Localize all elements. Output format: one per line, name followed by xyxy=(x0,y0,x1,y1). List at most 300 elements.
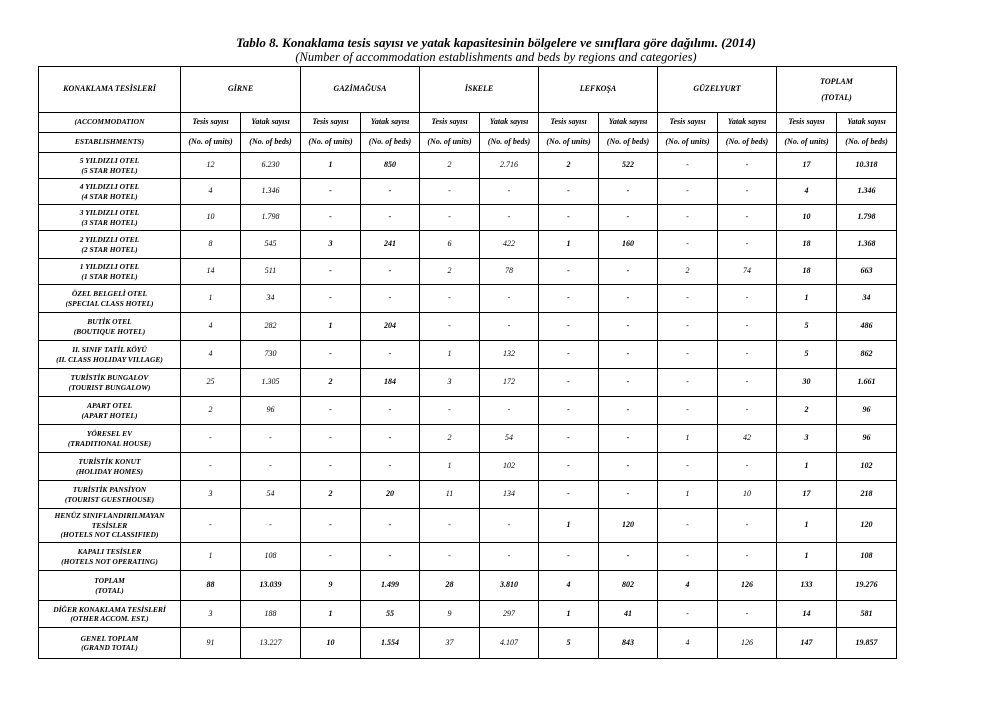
cell-units: - xyxy=(420,543,480,571)
cell-beds: - xyxy=(599,285,658,313)
cell-units: - xyxy=(301,509,361,543)
row-label xyxy=(39,509,181,543)
cell-beds: 108 xyxy=(837,543,897,571)
cell-units: - xyxy=(658,601,718,628)
cell-units: - xyxy=(301,453,361,481)
row-label-tr: 3 YILDIZLI OTEL xyxy=(79,208,140,218)
header-main-label-en: (ACCOMMODATION xyxy=(39,113,181,133)
cell-beds: - xyxy=(361,205,420,231)
cell-beds: 4.107 xyxy=(480,628,539,659)
cell-beds: 126 xyxy=(718,628,777,659)
cell-beds: - xyxy=(718,179,777,205)
cell-units: 18 xyxy=(777,259,837,285)
table-row xyxy=(39,179,897,205)
table-row xyxy=(39,231,897,259)
cell-units: 2 xyxy=(181,397,241,425)
cell-beds: - xyxy=(599,179,658,205)
cell-beds: - xyxy=(361,285,420,313)
header-toplam-label: TOPLAM xyxy=(820,77,853,87)
cell-beds: - xyxy=(241,425,301,453)
cell-units: 91 xyxy=(181,628,241,659)
row-label-en: (SPECIAL CLASS HOTEL) xyxy=(65,298,154,308)
cell-beds: 1.661 xyxy=(837,369,897,397)
cell-beds: - xyxy=(718,397,777,425)
row-label-tr: TURİSTİK KONUT xyxy=(78,457,141,467)
cell-beds: - xyxy=(480,179,539,205)
row-label-en: (4 STAR HOTEL) xyxy=(81,191,138,201)
cell-beds: - xyxy=(361,259,420,285)
cell-beds: 19.857 xyxy=(837,628,897,659)
cell-units: - xyxy=(539,259,599,285)
cell-units: - xyxy=(539,313,599,341)
cell-units: - xyxy=(301,425,361,453)
cell-beds: 34 xyxy=(241,285,301,313)
cell-beds: - xyxy=(361,453,420,481)
table-subtitle: (Number of accommodation establishments and beds by regions and categories) xyxy=(295,50,697,64)
header-main-label: KONAKLAMA TESİSLERİ xyxy=(39,67,181,113)
col-beds-en: (No. of beds) xyxy=(361,133,420,153)
cell-units: 3 xyxy=(420,369,480,397)
cell-beds: 19.276 xyxy=(837,571,897,601)
cell-units: - xyxy=(658,509,718,543)
cell-units: 88 xyxy=(181,571,241,601)
cell-beds: 663 xyxy=(837,259,897,285)
cell-units: 3 xyxy=(777,425,837,453)
table-row xyxy=(39,509,897,543)
col-beds-label: Yatak sayısı xyxy=(837,113,897,133)
cell-units: 10 xyxy=(301,628,361,659)
cell-beds: - xyxy=(599,369,658,397)
cell-units: 10 xyxy=(181,205,241,231)
cell-units: - xyxy=(301,397,361,425)
row-label-en: (TOTAL) xyxy=(95,585,124,595)
cell-units: - xyxy=(539,205,599,231)
cell-units: 1 xyxy=(777,285,837,313)
cell-units: - xyxy=(420,509,480,543)
grand-total-row xyxy=(39,628,897,659)
cell-beds: - xyxy=(480,285,539,313)
row-label-en: (HOLIDAY HOMES) xyxy=(75,466,144,476)
cell-units: 11 xyxy=(420,481,480,509)
row-label xyxy=(39,571,181,601)
table-row xyxy=(39,205,897,231)
cell-units: 5 xyxy=(539,628,599,659)
cell-units: - xyxy=(658,285,718,313)
cell-units: - xyxy=(301,543,361,571)
row-label-en: (II. CLASS HOLIDAY VILLAGE) xyxy=(56,354,163,364)
cell-beds: - xyxy=(480,205,539,231)
cell-beds: 20 xyxy=(361,481,420,509)
col-units-en: (No. of units) xyxy=(301,133,361,153)
row-label xyxy=(39,628,181,659)
cell-units: 3 xyxy=(181,481,241,509)
cell-units: 3 xyxy=(301,231,361,259)
cell-units: 37 xyxy=(420,628,480,659)
cell-units: 1 xyxy=(301,601,361,628)
cell-beds: 282 xyxy=(241,313,301,341)
row-label xyxy=(39,313,181,341)
cell-units: - xyxy=(420,285,480,313)
row-label-tr: 1 YILDIZLI OTEL xyxy=(79,262,140,272)
cell-beds: 96 xyxy=(837,397,897,425)
cell-beds: 54 xyxy=(241,481,301,509)
cell-beds: 2.716 xyxy=(480,153,539,179)
cell-units: 1 xyxy=(539,509,599,543)
cell-beds: 134 xyxy=(480,481,539,509)
cell-units: 133 xyxy=(777,571,837,601)
cell-beds: - xyxy=(718,231,777,259)
accommodation-table xyxy=(38,66,897,659)
cell-units: 1 xyxy=(658,425,718,453)
header-main-label-en2: ESTABLISHMENTS) xyxy=(39,133,181,153)
cell-beds: - xyxy=(718,509,777,543)
header-region-row xyxy=(39,67,897,113)
header-region-lefkosa: LEFKOŞA xyxy=(539,67,658,113)
cell-units: 8 xyxy=(181,231,241,259)
cell-beds: - xyxy=(480,543,539,571)
cell-units: 28 xyxy=(420,571,480,601)
row-label xyxy=(39,205,181,231)
cell-units: - xyxy=(181,453,241,481)
cell-units: 4 xyxy=(181,341,241,369)
cell-beds: 42 xyxy=(718,425,777,453)
cell-units: - xyxy=(181,425,241,453)
col-units-label: Tesis sayısı xyxy=(658,113,718,133)
cell-units: 1 xyxy=(301,313,361,341)
row-label-tr: II. SINIF TATİL KÖYÜ xyxy=(72,345,147,355)
cell-beds: - xyxy=(718,601,777,628)
cell-beds: 1.368 xyxy=(837,231,897,259)
cell-units: 2 xyxy=(420,259,480,285)
cell-beds: 1.346 xyxy=(837,179,897,205)
cell-beds: - xyxy=(718,543,777,571)
cell-beds: 204 xyxy=(361,313,420,341)
col-units-en: (No. of units) xyxy=(777,133,837,153)
cell-units: - xyxy=(539,425,599,453)
row-label-en: (TOURIST BUNGALOW) xyxy=(68,382,151,392)
col-beds-label: Yatak sayısı xyxy=(480,113,539,133)
table-row xyxy=(39,153,897,179)
cell-units: - xyxy=(420,179,480,205)
col-beds-label: Yatak sayısı xyxy=(361,113,420,133)
cell-units: 9 xyxy=(420,601,480,628)
cell-beds: - xyxy=(599,543,658,571)
row-label xyxy=(39,341,181,369)
cell-beds: 10.318 xyxy=(837,153,897,179)
header-region-toplam xyxy=(777,67,897,113)
table-row xyxy=(39,397,897,425)
cell-units: 1 xyxy=(658,481,718,509)
cell-beds: - xyxy=(718,453,777,481)
cell-units: - xyxy=(301,179,361,205)
cell-beds: 78 xyxy=(480,259,539,285)
cell-units: 1 xyxy=(777,509,837,543)
cell-beds: 96 xyxy=(837,425,897,453)
header-region-iskele: İSKELE xyxy=(420,67,539,113)
cell-units: 4 xyxy=(658,571,718,601)
row-label xyxy=(39,285,181,313)
row-label-en: (5 STAR HOTEL) xyxy=(81,165,138,175)
cell-units: - xyxy=(420,313,480,341)
cell-beds: 6.230 xyxy=(241,153,301,179)
cell-units: 25 xyxy=(181,369,241,397)
cell-units: 5 xyxy=(777,313,837,341)
cell-units: - xyxy=(539,179,599,205)
cell-units: 2 xyxy=(420,425,480,453)
cell-units: 1 xyxy=(420,453,480,481)
cell-beds: - xyxy=(361,543,420,571)
cell-beds: 1.798 xyxy=(241,205,301,231)
cell-units: - xyxy=(539,543,599,571)
cell-units: 17 xyxy=(777,153,837,179)
cell-beds: - xyxy=(599,397,658,425)
row-label-en: (OTHER ACCOM. EST.) xyxy=(70,614,149,623)
cell-units: 14 xyxy=(777,601,837,628)
cell-beds: 850 xyxy=(361,153,420,179)
cell-beds: 96 xyxy=(241,397,301,425)
table-row xyxy=(39,453,897,481)
cell-beds: 862 xyxy=(837,341,897,369)
cell-units: - xyxy=(539,341,599,369)
table-title: Tablo 8. Konaklama tesis sayısı ve yatak kapasitesinin bölgelere ve sınıflara göre dağılımı. (2014) xyxy=(236,35,756,50)
cell-beds: - xyxy=(599,453,658,481)
cell-units: 2 xyxy=(539,153,599,179)
header-region-girne: GİRNE xyxy=(181,67,301,113)
cell-units: - xyxy=(658,153,718,179)
cell-beds: 1.346 xyxy=(241,179,301,205)
row-label-en: (BOUTIQUE HOTEL) xyxy=(73,326,146,336)
cell-units: - xyxy=(658,313,718,341)
cell-units: 30 xyxy=(777,369,837,397)
cell-beds: 126 xyxy=(718,571,777,601)
cell-units: 2 xyxy=(777,397,837,425)
cell-units: 1 xyxy=(777,543,837,571)
cell-units: - xyxy=(181,509,241,543)
header-toplam-en: (TOTAL) xyxy=(821,92,852,102)
cell-beds: - xyxy=(480,509,539,543)
other-row xyxy=(39,601,897,628)
col-units-label: Tesis sayısı xyxy=(420,113,480,133)
cell-units: 12 xyxy=(181,153,241,179)
cell-beds: 34 xyxy=(837,285,897,313)
table-row xyxy=(39,259,897,285)
cell-units: - xyxy=(539,369,599,397)
cell-beds: 802 xyxy=(599,571,658,601)
col-units-en: (No. of units) xyxy=(658,133,718,153)
cell-beds: 297 xyxy=(480,601,539,628)
cell-beds: - xyxy=(718,341,777,369)
row-label xyxy=(39,231,181,259)
cell-units: 18 xyxy=(777,231,837,259)
table-row xyxy=(39,543,897,571)
row-label-tr: TURİSTİK BUNGALOV xyxy=(70,373,149,383)
cell-beds: 1.798 xyxy=(837,205,897,231)
row-label-tr: TURİSTİK PANSİYON xyxy=(72,485,147,495)
row-label-tr: 5 YILDIZLI OTEL xyxy=(79,156,140,166)
cell-units: 3 xyxy=(181,601,241,628)
cell-units: 17 xyxy=(777,481,837,509)
col-beds-label: Yatak sayısı xyxy=(241,113,301,133)
cell-beds: - xyxy=(718,285,777,313)
row-label-tr: APART OTEL xyxy=(86,401,133,411)
cell-beds: 10 xyxy=(718,481,777,509)
row-label-tr: 4 YILDIZLI OTEL xyxy=(79,182,140,192)
table-row xyxy=(39,369,897,397)
table-row xyxy=(39,481,897,509)
cell-beds: - xyxy=(599,205,658,231)
row-label xyxy=(39,425,181,453)
row-label-tr: TOPLAM xyxy=(94,576,125,586)
row-label xyxy=(39,601,181,628)
row-label-tr: GENEL TOPLAM xyxy=(80,633,139,643)
cell-units: - xyxy=(301,341,361,369)
cell-units: 1 xyxy=(181,285,241,313)
row-label-en: (TOURIST GUESTHOUSE) xyxy=(64,494,155,504)
row-label xyxy=(39,453,181,481)
col-units-label: Tesis sayısı xyxy=(181,113,241,133)
cell-beds: 730 xyxy=(241,341,301,369)
cell-units: 1 xyxy=(777,453,837,481)
row-label-tr: DİĞER KONAKLAMA TESİSLERİ xyxy=(53,604,166,614)
cell-beds: 3.810 xyxy=(480,571,539,601)
cell-beds: 581 xyxy=(837,601,897,628)
cell-beds: 184 xyxy=(361,369,420,397)
cell-beds: - xyxy=(361,341,420,369)
row-label-en: (HOTELS NOT CLASSIFIED) xyxy=(60,530,159,540)
cell-beds: 13.039 xyxy=(241,571,301,601)
cell-beds: 120 xyxy=(599,509,658,543)
cell-beds: 422 xyxy=(480,231,539,259)
cell-beds: - xyxy=(361,397,420,425)
cell-beds: - xyxy=(718,153,777,179)
cell-units: 1 xyxy=(181,543,241,571)
cell-beds: 102 xyxy=(480,453,539,481)
cell-beds: 218 xyxy=(837,481,897,509)
cell-beds: 54 xyxy=(480,425,539,453)
cell-beds: 172 xyxy=(480,369,539,397)
row-label xyxy=(39,153,181,179)
cell-beds: - xyxy=(241,453,301,481)
cell-beds: 486 xyxy=(837,313,897,341)
cell-units: 2 xyxy=(420,153,480,179)
cell-beds: - xyxy=(599,425,658,453)
cell-beds: 55 xyxy=(361,601,420,628)
cell-units: 5 xyxy=(777,341,837,369)
cell-beds: - xyxy=(599,259,658,285)
row-label-tr: HENÜZ SINIFLANDIRILMAYAN TESİSLER xyxy=(54,511,165,530)
cell-beds: - xyxy=(599,313,658,341)
cell-beds: - xyxy=(361,179,420,205)
cell-beds: - xyxy=(361,425,420,453)
row-label xyxy=(39,179,181,205)
cell-units: - xyxy=(658,205,718,231)
cell-units: 1 xyxy=(420,341,480,369)
col-units-label: Tesis sayısı xyxy=(301,113,361,133)
cell-beds: - xyxy=(480,313,539,341)
col-beds-en: (No. of beds) xyxy=(599,133,658,153)
row-label xyxy=(39,397,181,425)
cell-units: - xyxy=(539,397,599,425)
header-region-gazimagusa: GAZİMAĞUSA xyxy=(301,67,420,113)
table-row xyxy=(39,313,897,341)
cell-units: 4 xyxy=(181,313,241,341)
cell-units: 1 xyxy=(539,231,599,259)
row-label-en: (TRADITIONAL HOUSE) xyxy=(67,438,152,448)
cell-beds: 843 xyxy=(599,628,658,659)
row-label xyxy=(39,259,181,285)
col-beds-label: Yatak sayısı xyxy=(718,113,777,133)
col-units-en: (No. of units) xyxy=(181,133,241,153)
cell-beds: - xyxy=(599,341,658,369)
header-region-guzelyurt: GÜZELYURT xyxy=(658,67,777,113)
cell-units: 147 xyxy=(777,628,837,659)
cell-beds: 102 xyxy=(837,453,897,481)
row-label xyxy=(39,369,181,397)
cell-beds: 188 xyxy=(241,601,301,628)
cell-units: 4 xyxy=(181,179,241,205)
cell-beds: - xyxy=(599,481,658,509)
cell-units: - xyxy=(420,205,480,231)
cell-units: 1 xyxy=(301,153,361,179)
table-row xyxy=(39,425,897,453)
cell-beds: 41 xyxy=(599,601,658,628)
cell-units: 2 xyxy=(658,259,718,285)
cell-units: - xyxy=(420,397,480,425)
cell-units: 2 xyxy=(301,481,361,509)
cell-units: 4 xyxy=(777,179,837,205)
cell-beds: - xyxy=(241,509,301,543)
row-label-tr: ÖZEL BELGELİ OTEL xyxy=(71,289,148,299)
cell-units: 10 xyxy=(777,205,837,231)
cell-beds: - xyxy=(718,313,777,341)
cell-units: - xyxy=(539,481,599,509)
cell-beds: 132 xyxy=(480,341,539,369)
cell-beds: 108 xyxy=(241,543,301,571)
row-label-tr: 2 YILDIZLI OTEL xyxy=(79,235,140,245)
cell-beds: 120 xyxy=(837,509,897,543)
cell-beds: 13.227 xyxy=(241,628,301,659)
cell-beds: 545 xyxy=(241,231,301,259)
col-units-label: Tesis sayısı xyxy=(539,113,599,133)
row-label-tr: YÖRESEL EV xyxy=(86,429,133,439)
cell-beds: 1.499 xyxy=(361,571,420,601)
col-beds-en: (No. of beds) xyxy=(480,133,539,153)
cell-beds: 160 xyxy=(599,231,658,259)
header-units-en-row xyxy=(39,133,897,153)
cell-units: 6 xyxy=(420,231,480,259)
cell-beds: 1.554 xyxy=(361,628,420,659)
cell-units: 4 xyxy=(539,571,599,601)
cell-units: - xyxy=(658,179,718,205)
row-label xyxy=(39,543,181,571)
col-beds-en: (No. of beds) xyxy=(241,133,301,153)
total-row xyxy=(39,571,897,601)
cell-units: 14 xyxy=(181,259,241,285)
cell-beds: 241 xyxy=(361,231,420,259)
cell-units: - xyxy=(539,453,599,481)
cell-units: - xyxy=(658,369,718,397)
col-units-en: (No. of units) xyxy=(539,133,599,153)
cell-units: - xyxy=(539,285,599,313)
cell-units: - xyxy=(658,231,718,259)
cell-units: - xyxy=(658,453,718,481)
row-label-en: (2 STAR HOTEL) xyxy=(81,244,138,254)
cell-beds: 511 xyxy=(241,259,301,285)
cell-beds: 522 xyxy=(599,153,658,179)
cell-beds: - xyxy=(718,369,777,397)
cell-beds: - xyxy=(718,205,777,231)
row-label-en: (3 STAR HOTEL) xyxy=(81,217,138,227)
